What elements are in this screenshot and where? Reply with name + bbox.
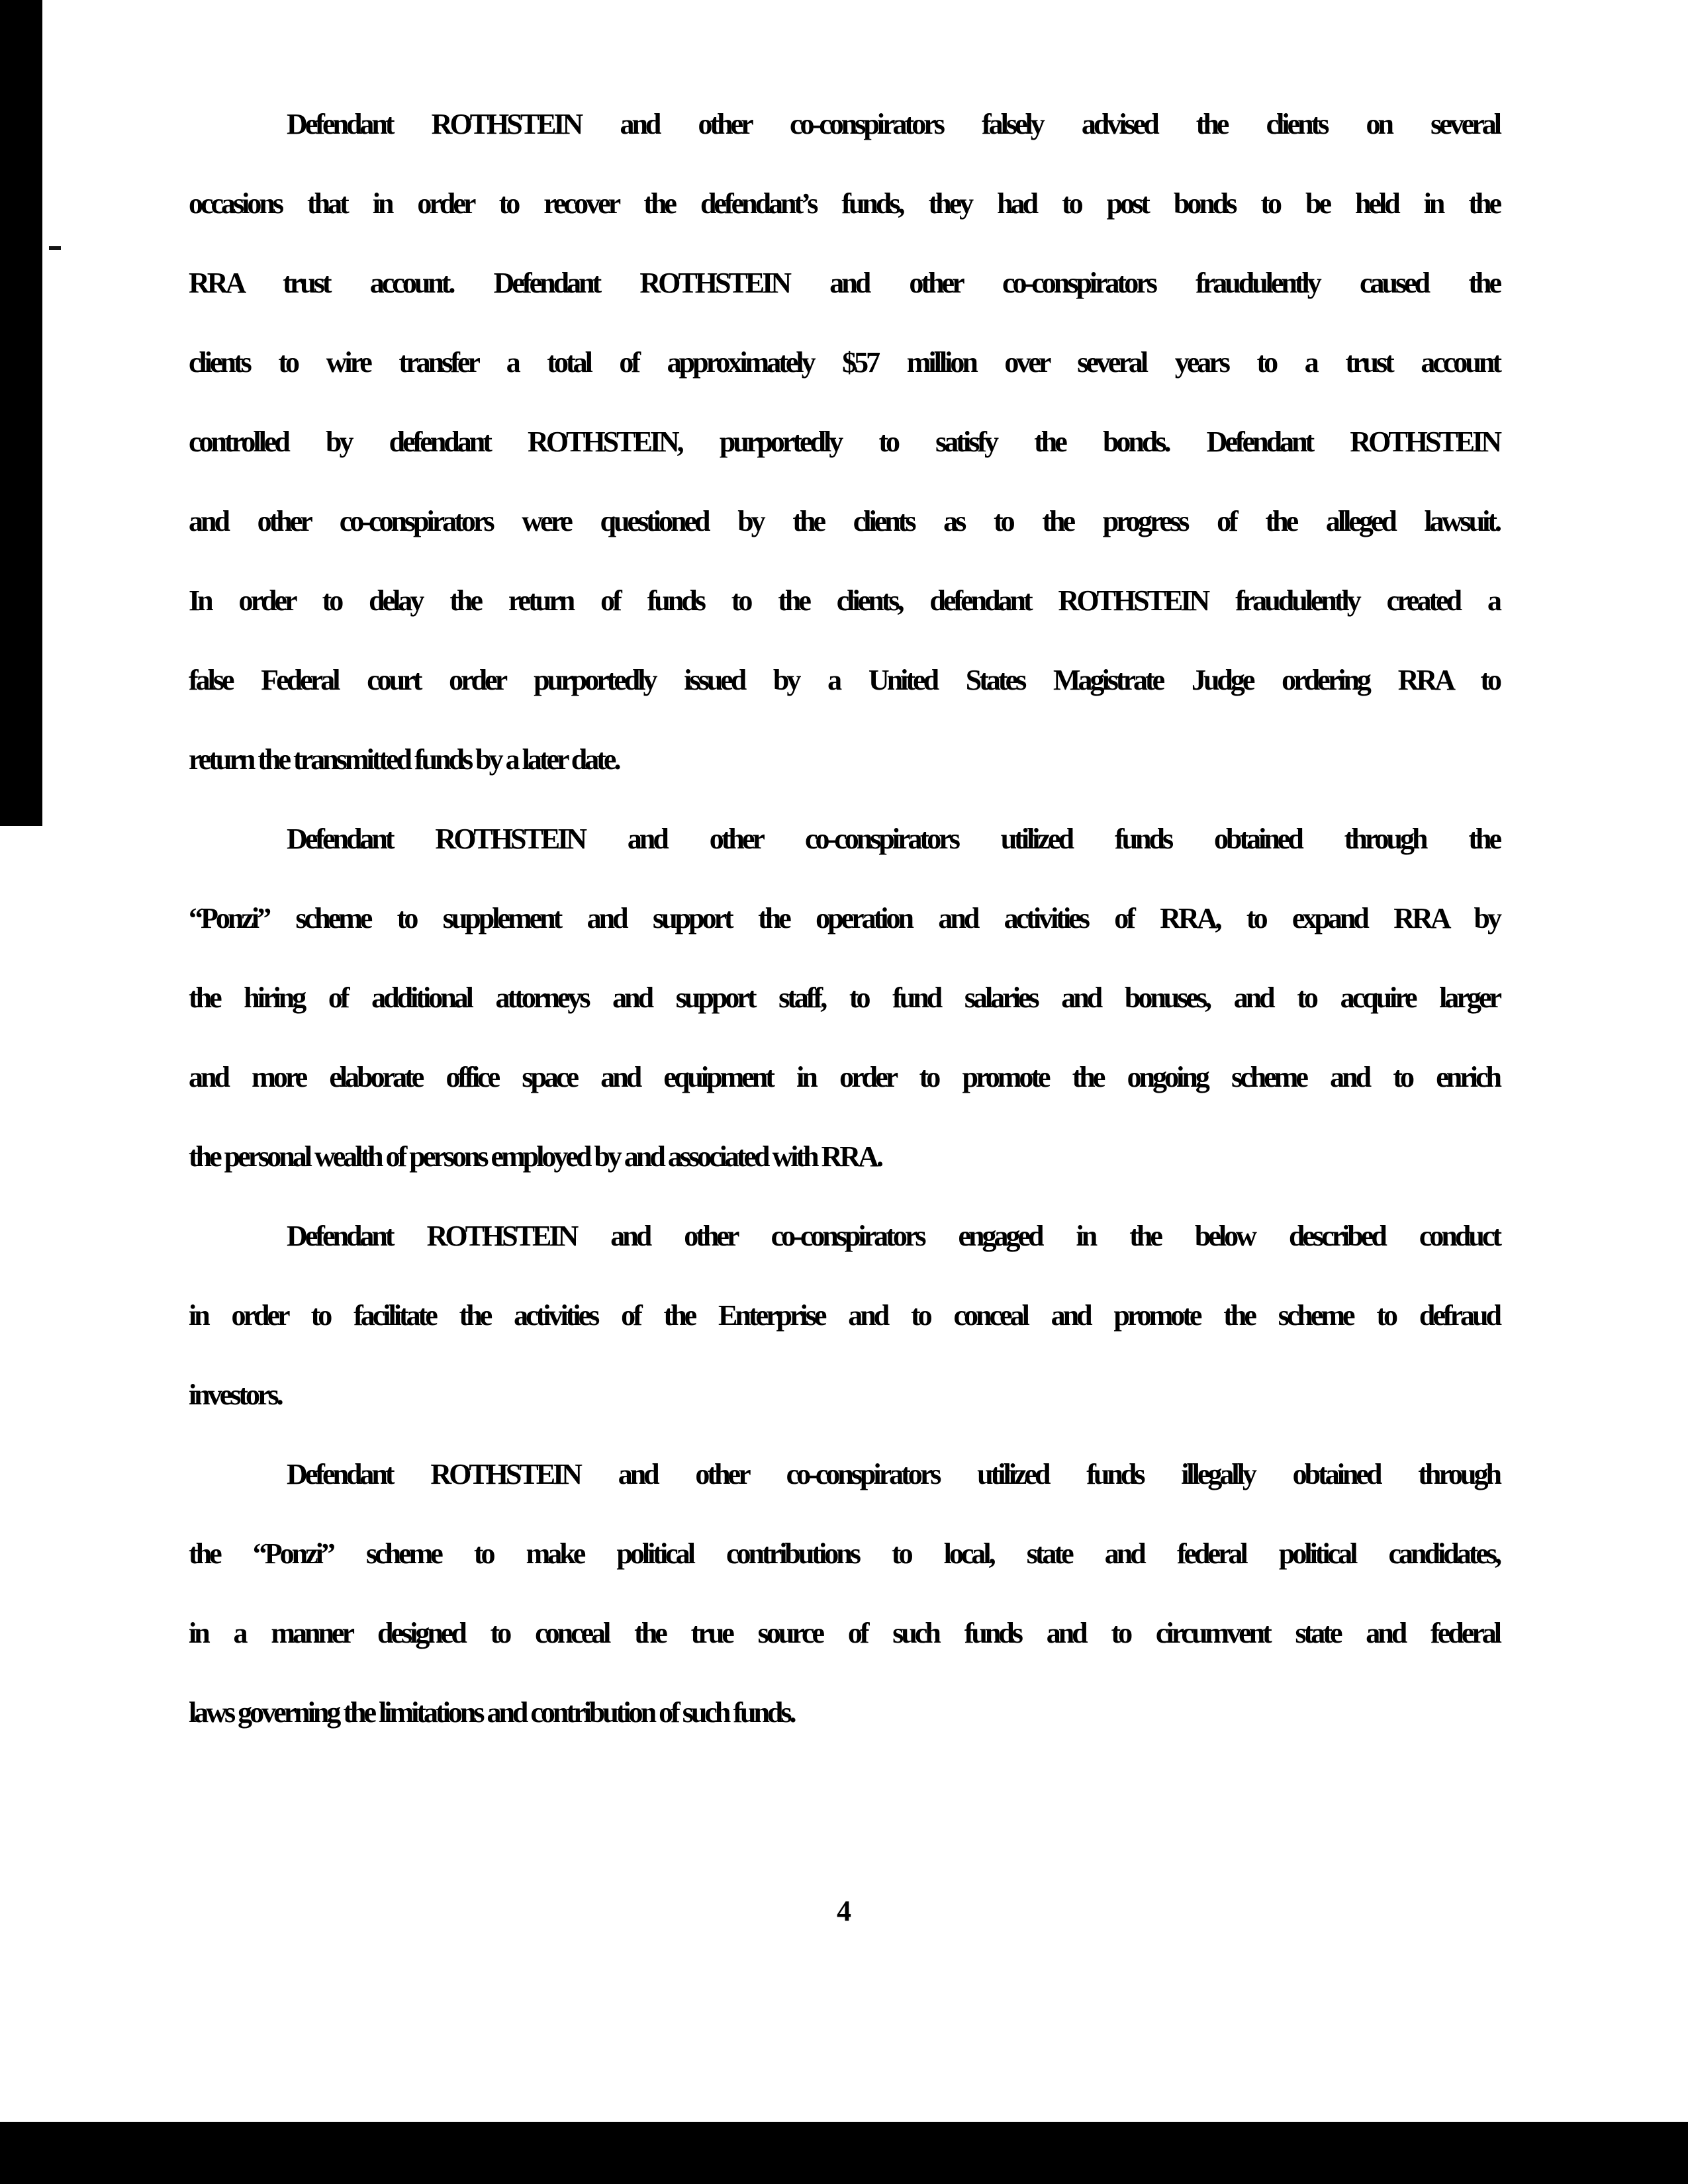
- text-line: Defendant ROTHSTEIN and other co-conspirators utilized funds obtained through the: [287, 823, 1499, 855]
- text-line: investors.: [189, 1379, 281, 1411]
- text-line: Defendant ROTHSTEIN and other co-conspirators utilized funds illegally obtained through: [287, 1458, 1499, 1490]
- text-line: and more elaborate office space and equipment in order to promote the ongoing scheme and to enrich: [189, 1061, 1499, 1093]
- text-line: the personal wealth of persons employed by and associated with RRA.: [189, 1140, 881, 1173]
- text-line: in a manner designed to conceal the true source of such funds and to circumvent state and federal: [189, 1617, 1499, 1649]
- text-line: in order to facilitate the activities of the Enterprise and to conceal and promote the scheme to defraud: [189, 1299, 1499, 1332]
- text-line: Defendant ROTHSTEIN and other co-conspirators falsely advised the clients on several: [287, 108, 1499, 140]
- text-line: and other co-conspirators were questioned by the clients as to the progress of the alleged lawsuit.: [189, 505, 1499, 537]
- text-line: In order to delay the return of funds to the clients, defendant ROTHSTEIN fraudulently created a: [189, 584, 1499, 617]
- page-number: 4: [837, 1895, 851, 1927]
- text-line: controlled by defendant ROTHSTEIN, purportedly to satisfy the bonds. Defendant ROTHSTEIN: [189, 426, 1499, 458]
- scan-black-bar-left: [0, 0, 42, 826]
- text-line: the “Ponzi” scheme to make political contributions to local, state and federal political candidates,: [189, 1537, 1499, 1570]
- text-line: clients to wire transfer a total of approximately $57 million over several years to a trust account: [189, 346, 1499, 379]
- text-line: “Ponzi” scheme to supplement and support the operation and activities of RRA, to expand RRA by: [189, 902, 1499, 934]
- text-line: false Federal court order purportedly issued by a United States Magistrate Judge ordering RRA to: [189, 664, 1499, 696]
- text-line: return the transmitted funds by a later date.: [189, 743, 619, 776]
- legal-text-block: [189, 85, 1499, 1752]
- scan-black-bar-bottom: [0, 2122, 1688, 2184]
- text-line: the hiring of additional attorneys and support staff, to fund salaries and bonuses, and to acquire larger: [189, 981, 1499, 1014]
- text-line: laws governing the limitations and contribution of such funds.: [189, 1696, 794, 1729]
- text-line: occasions that in order to recover the defendant’s funds, they had to post bonds to be held in the: [189, 187, 1499, 220]
- text-line: Defendant ROTHSTEIN and other co-conspirators engaged in the below described conduct: [287, 1220, 1499, 1252]
- margin-dash-artifact: [49, 246, 61, 250]
- text-line: RRA trust account. Defendant ROTHSTEIN and other co-conspirators fraudulently caused the: [189, 267, 1499, 299]
